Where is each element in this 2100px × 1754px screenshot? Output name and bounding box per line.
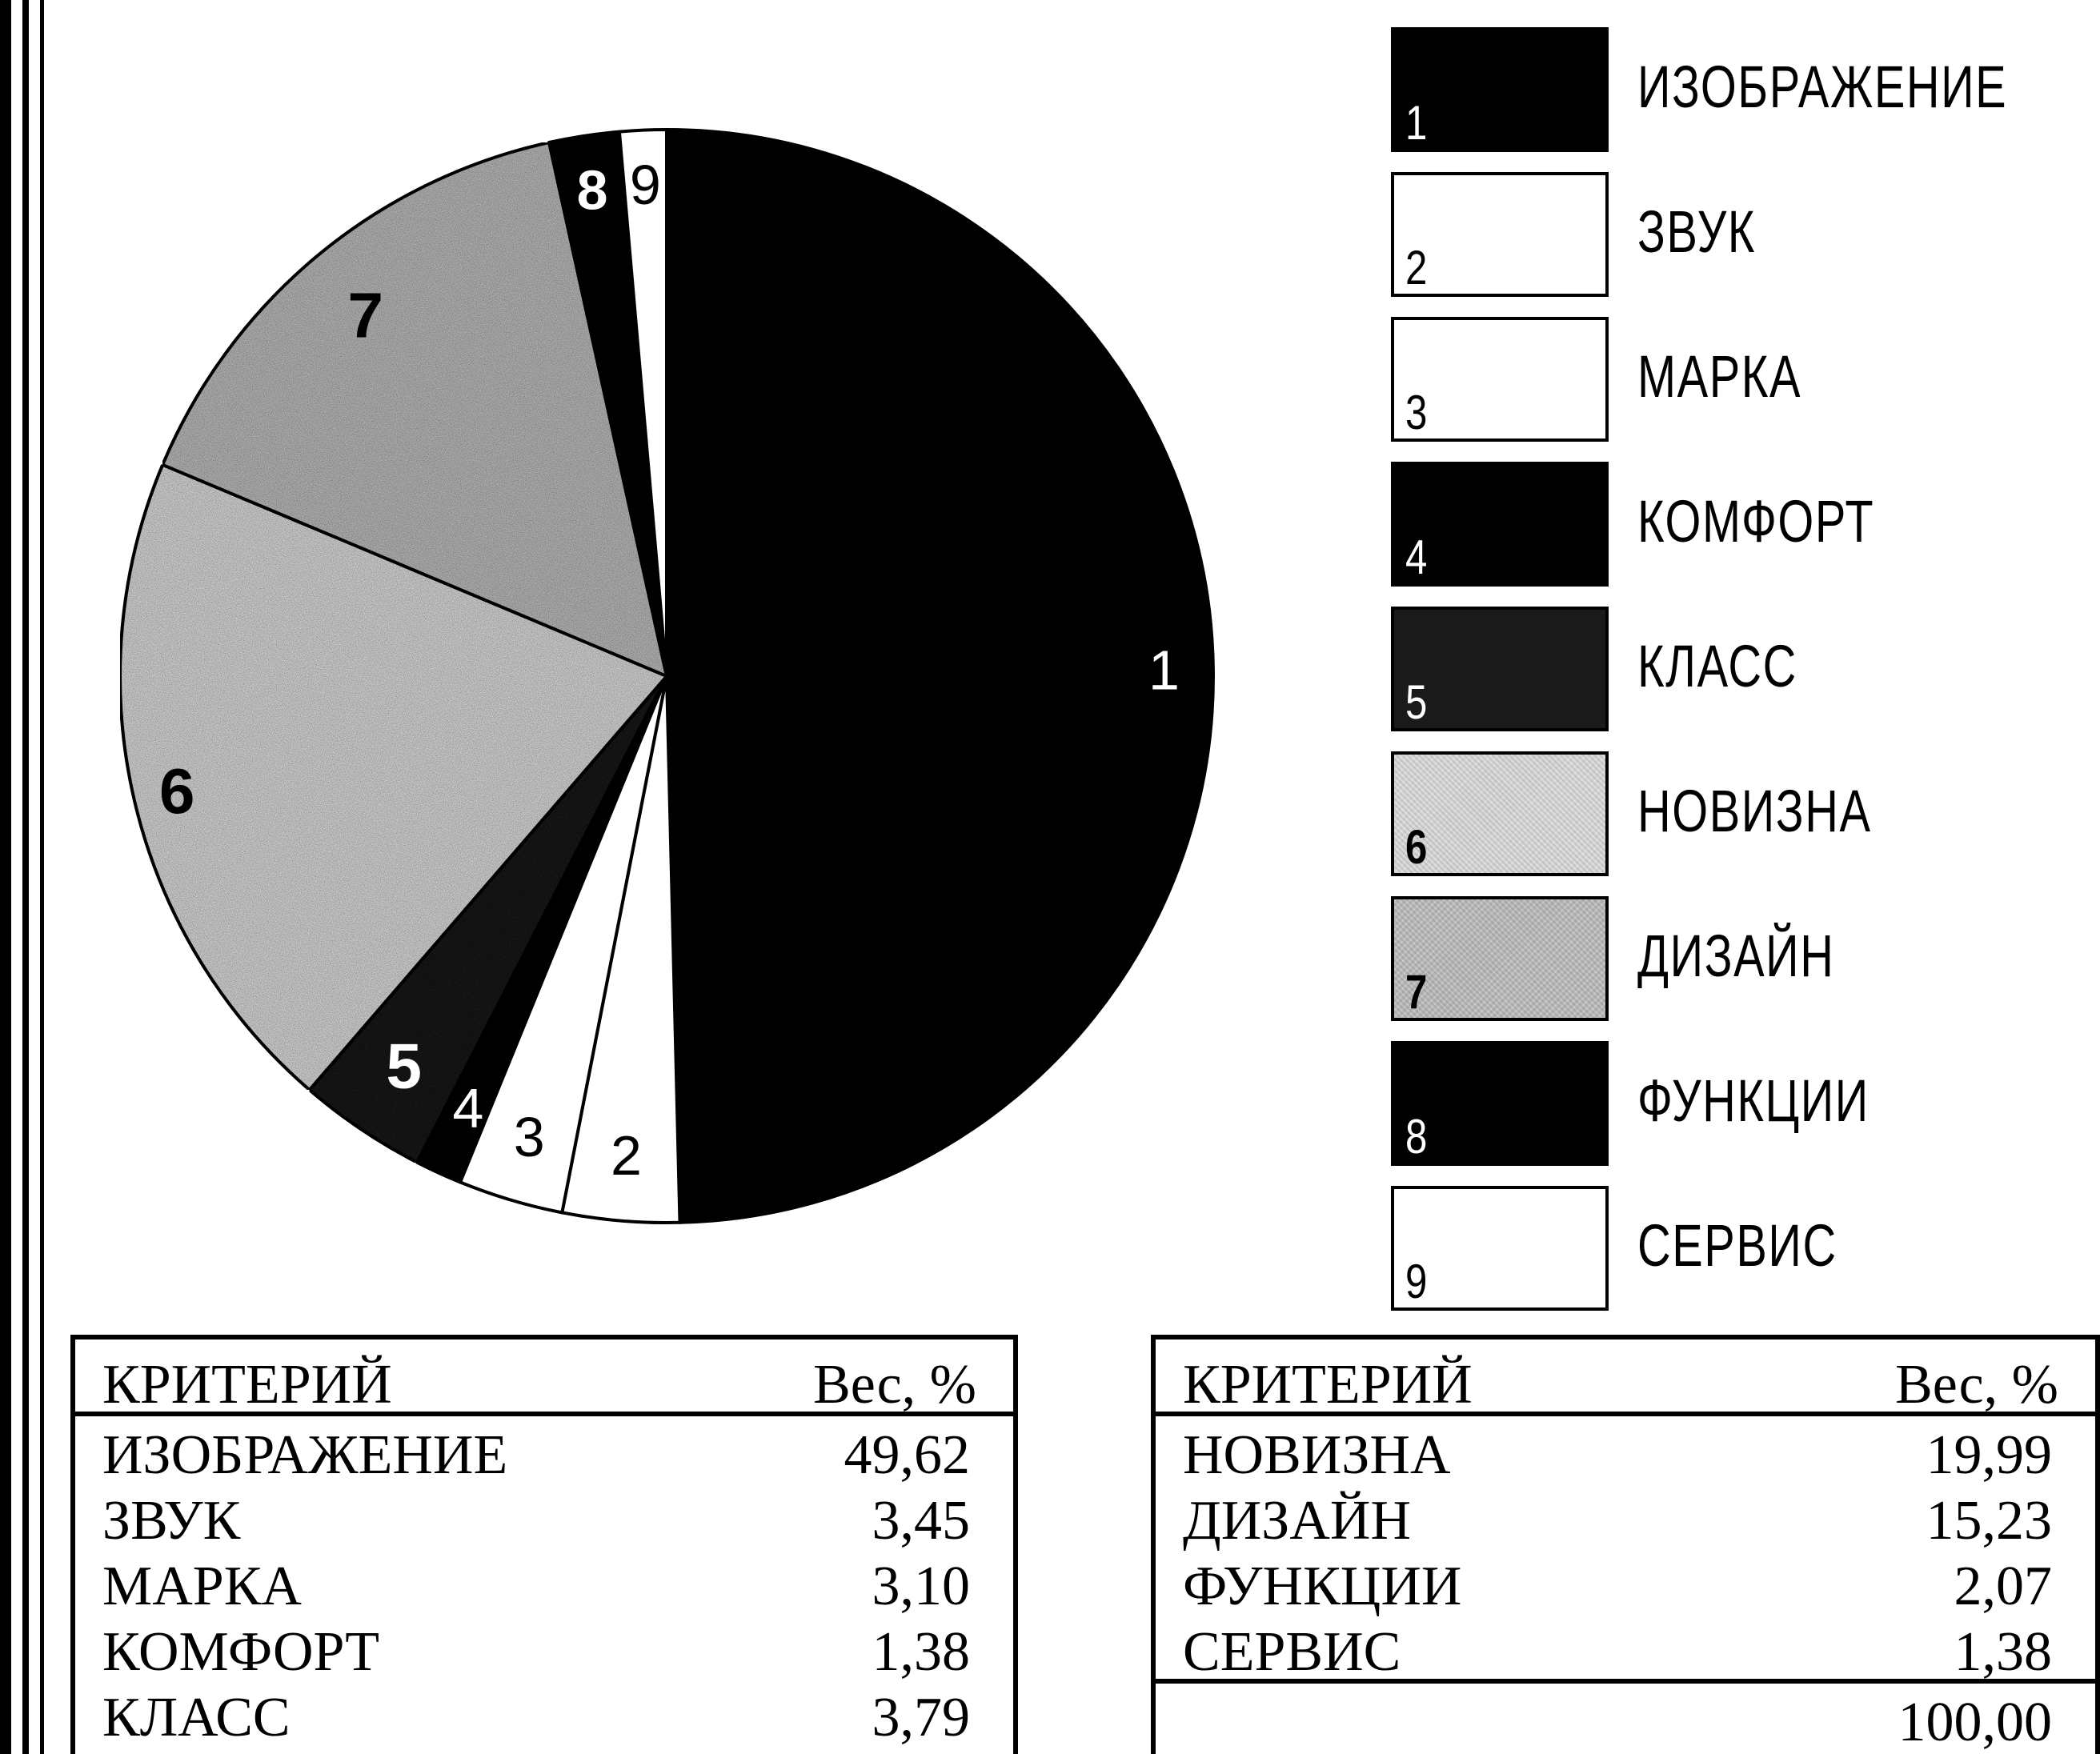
- table-row: [1156, 1613, 2095, 1683]
- criterion-name: ФУНКЦИИ: [1183, 1556, 1462, 1617]
- table-row: [1156, 1416, 2095, 1486]
- slice-label-3: 3: [513, 1106, 545, 1168]
- legend-label: СЕРВИС: [1637, 1212, 1838, 1279]
- weights-table-right: [1151, 1335, 2100, 1754]
- legend-swatch-number: 1: [1405, 96, 1428, 150]
- legend-swatch-8: [1391, 1041, 1609, 1166]
- criterion-name: ИЗОБРАЖЕНИЕ: [102, 1424, 508, 1486]
- table-row: [75, 1613, 1013, 1683]
- legend-swatch-number: 4: [1405, 531, 1428, 584]
- header-criterion: КРИТЕРИЙ: [1183, 1354, 1473, 1416]
- legend-swatch-5: [1391, 607, 1609, 731]
- legend-swatch-1: [1391, 27, 1609, 152]
- table-row: [75, 1548, 1013, 1617]
- weights-table-left: [70, 1335, 1018, 1754]
- header-weight: Вес, %: [813, 1354, 976, 1416]
- slice-label-5: 5: [386, 1030, 422, 1102]
- slice-label-7: 7: [347, 279, 384, 351]
- legend-swatch-3: [1391, 317, 1609, 442]
- criterion-weight: 1,38: [872, 1621, 970, 1683]
- criterion-weight: 2,07: [1954, 1556, 2052, 1617]
- legend-swatch-number: 6: [1405, 820, 1428, 874]
- legend-swatch-2: [1391, 172, 1609, 297]
- legend-label: МАРКА: [1637, 343, 1802, 410]
- criterion-weight: 49,62: [844, 1424, 970, 1486]
- legend-label: КОМФОРТ: [1637, 488, 1875, 555]
- criterion-weight: 3,10: [872, 1556, 970, 1617]
- legend-label: ИЗОБРАЖЕНИЕ: [1637, 54, 2008, 120]
- legend-label: НОВИЗНА: [1637, 778, 1872, 844]
- legend-swatch-number: 3: [1405, 386, 1428, 439]
- legend-swatch-number: 5: [1405, 675, 1428, 729]
- legend-swatch-number: 8: [1405, 1110, 1428, 1163]
- legend-swatch-number: 7: [1405, 965, 1428, 1019]
- legend-label: ДИЗАЙН: [1637, 923, 1835, 989]
- legend-swatch-7: [1391, 896, 1609, 1021]
- legend-swatch-4: [1391, 462, 1609, 587]
- slice-label-6: 6: [159, 755, 195, 827]
- table-row: [75, 1679, 1013, 1748]
- criterion-name: МАРКА: [102, 1556, 302, 1617]
- pie-slice-1: [667, 130, 1213, 1223]
- criterion-weight: 3,79: [872, 1687, 970, 1748]
- legend-swatch-9: [1391, 1186, 1609, 1311]
- pie-chart: [0, 0, 1248, 1264]
- table-row: [75, 1416, 1013, 1486]
- criterion-name: ЗВУК: [102, 1490, 241, 1552]
- table-row: [1156, 1482, 2095, 1552]
- slice-label-8: 8: [576, 158, 608, 222]
- header-weight: Вес, %: [1895, 1354, 2058, 1416]
- legend-swatch-number: 9: [1405, 1255, 1428, 1308]
- table-header: [1156, 1340, 2095, 1416]
- criterion-name: КЛАСС: [102, 1687, 291, 1748]
- slice-label-4: 4: [452, 1077, 484, 1139]
- criterion-name: ДИЗАЙН: [1183, 1490, 1412, 1552]
- table-total-row: [1156, 1679, 2095, 1753]
- criterion-name: НОВИЗНА: [1183, 1424, 1451, 1486]
- legend-label: КЛАСС: [1637, 633, 1797, 699]
- table-header: [75, 1340, 1013, 1416]
- legend-swatch-6: [1391, 751, 1609, 876]
- criterion-weight: 15,23: [1926, 1490, 2052, 1552]
- legend-swatch-number: 2: [1405, 241, 1428, 294]
- criterion-weight: 19,99: [1926, 1424, 2052, 1486]
- legend-label: ЗВУК: [1637, 198, 1756, 265]
- header-criterion: КРИТЕРИЙ: [102, 1354, 392, 1416]
- criterion-name: КОМФОРТ: [102, 1621, 380, 1683]
- legend-label: ФУНКЦИИ: [1637, 1067, 1870, 1134]
- slice-label-1: 1: [1148, 639, 1180, 702]
- criterion-name: СЕРВИС: [1183, 1621, 1401, 1683]
- criterion-weight: 1,38: [1954, 1621, 2052, 1683]
- slice-label-9: 9: [629, 153, 661, 216]
- slice-label-2: 2: [611, 1123, 642, 1187]
- criterion-weight: 3,45: [872, 1490, 970, 1552]
- table-row: [75, 1482, 1013, 1552]
- total-weight: 100,00: [1898, 1692, 2052, 1753]
- table-row: [1156, 1548, 2095, 1617]
